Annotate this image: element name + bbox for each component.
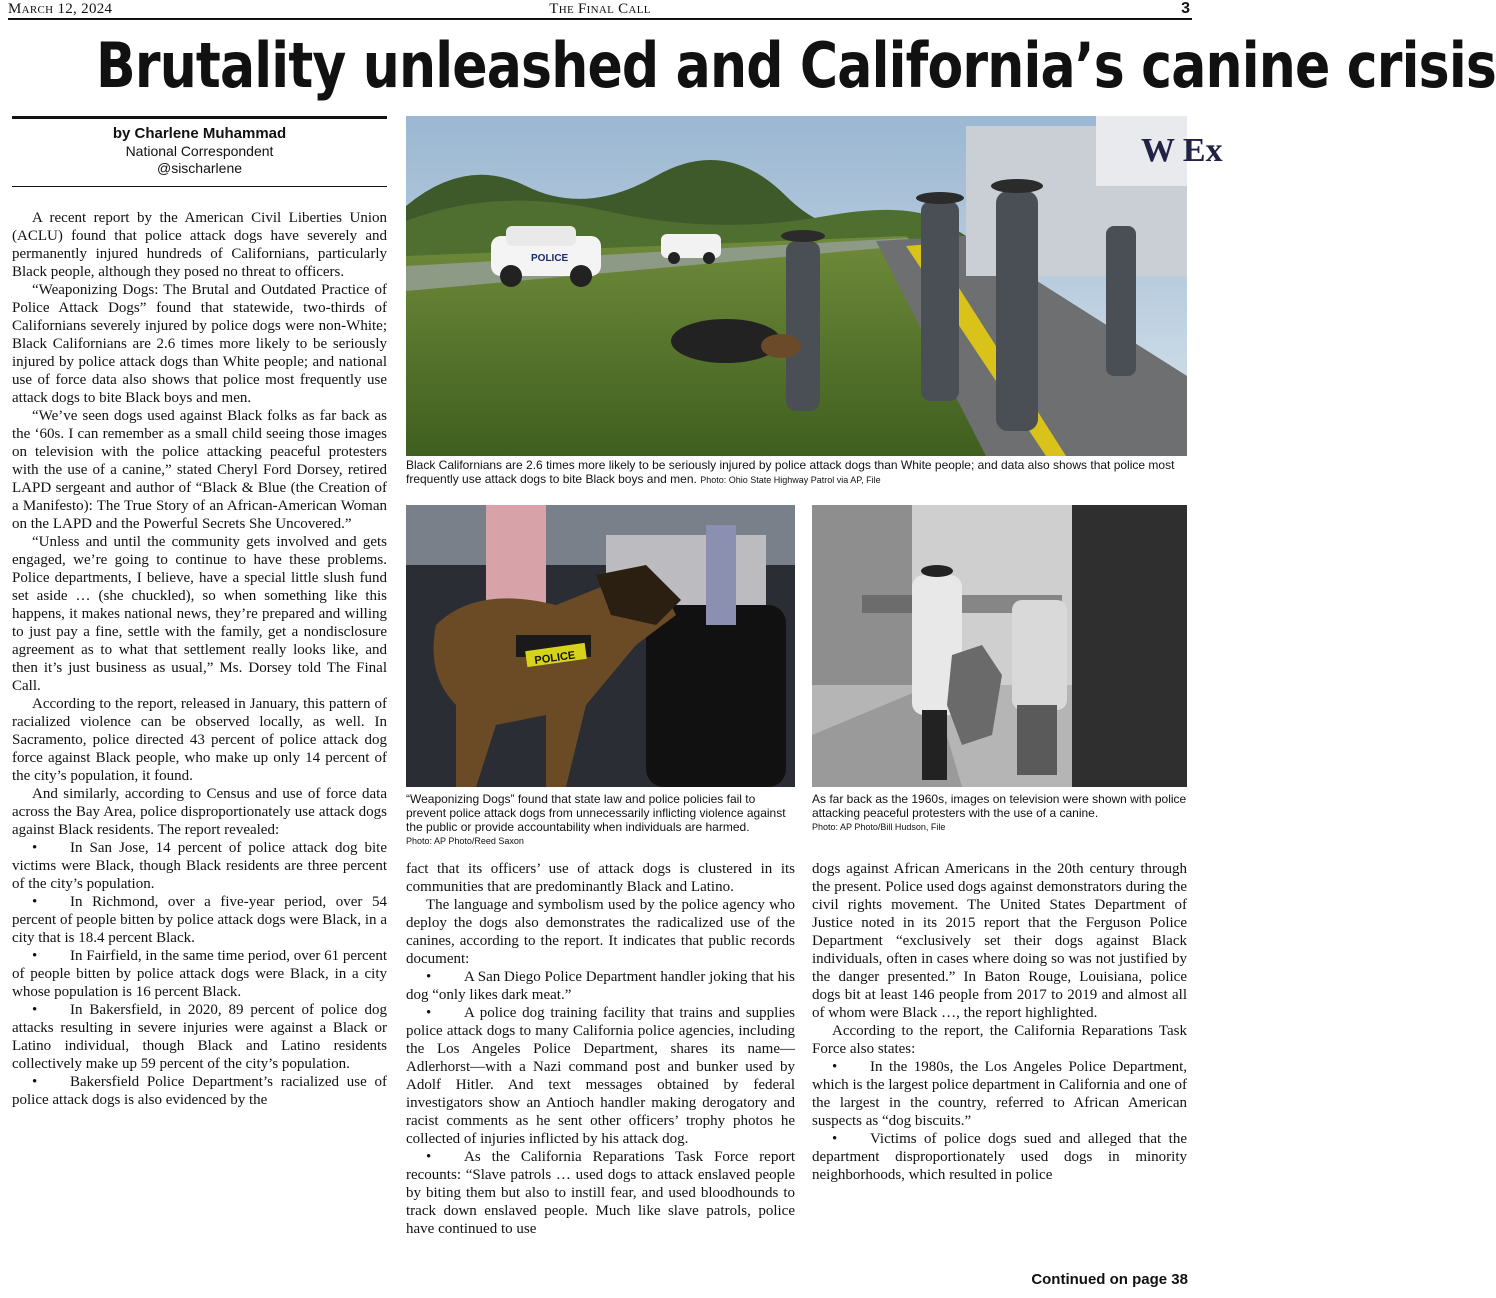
bullet-symbol: • xyxy=(832,1059,838,1075)
byline-rule-top xyxy=(12,116,387,119)
bullet-text: In Bakersfield, in 2020, 89 percent of police dog attacks resulting in severe injuries were against a Black or Latino individual, though Black and Latino residents collectively make up 59 percent of the city’s population. xyxy=(12,1002,387,1072)
bullet-symbol: • xyxy=(32,894,38,910)
bullet-text: In Richmond, over a five-year period, over 54 percent of people bitten by police attack dogs were Black, in a city that is 18.4 percent Black. xyxy=(12,894,387,946)
bullet-text: A San Diego Police Department handler joking that his dog “only likes dark meat.” xyxy=(406,969,795,1003)
article-column-3 xyxy=(812,860,1187,1243)
bullet-item xyxy=(406,1148,795,1238)
paragraph: According to the report, released in January, this pattern of racialized violence can be observed locally, as well. In Sacramento, police directed 43 percent of police attack dog force against Black people, who make up only 14 percent of the city’s population, it found. xyxy=(12,696,387,784)
caption-text: As far back as the 1960s, images on television were shown with police attacking peaceful protesters with the use of a canine. xyxy=(812,792,1187,820)
bullet-text: Victims of police dogs sued and alleged that the department disproportionately used dogs in minority neighborhoods, which resulted in police xyxy=(812,1131,1187,1183)
author-title: National Correspondent xyxy=(125,143,274,159)
bullet-item xyxy=(12,839,387,893)
paragraph: A recent report by the American Civil Liberties Union (ACLU) found that police attack dogs have severely and permanently injured hundreds of Californians, particularly Black people, although they posed no threat to officers. xyxy=(12,210,387,280)
bullet-text: Bakersfield Police Department’s racialized use of police attack dogs is also evidenced by the xyxy=(12,1074,387,1108)
caption-left-photo xyxy=(406,792,795,848)
photo-k9-luggage xyxy=(406,505,795,787)
issue-date: March 12, 2024 xyxy=(8,1,113,17)
bullet-symbol: • xyxy=(32,1002,38,1018)
protest-1960s-image xyxy=(812,505,1187,787)
bullet-text: In Fairfield, in the same time period, over 61 percent of people bitten by police attack dogs were Black, in a city whose population is 16 percent Black. xyxy=(12,948,387,1000)
bullet-symbol: • xyxy=(32,948,38,964)
k9-luggage-image xyxy=(406,505,795,787)
bullet-symbol: • xyxy=(832,1131,838,1147)
article-column-2 xyxy=(406,860,795,1275)
photo-credit: Photo: AP Photo/Bill Hudson, File xyxy=(812,822,946,832)
header-rule xyxy=(8,18,1192,20)
truck-lettering: W Ex xyxy=(1141,132,1223,169)
caption-text: “Weaponizing Dogs” found that state law and police policies fail to prevent police attack dogs from unnecessarily inflicting violence against the public or provide accountability when individuals are harmed. xyxy=(406,792,786,834)
page-number: 3 xyxy=(1181,0,1190,17)
bullet-symbol: • xyxy=(426,1005,432,1021)
paragraph: And similarly, according to Census and use of force data across the Bay Area, police disproportionately use attack dogs against Black residents. The report revealed: xyxy=(12,786,387,838)
k9-vest-label: POLICE xyxy=(533,649,577,667)
bullet-text: As the California Reparations Task Force report recounts: “Slave patrols … used dogs to attack enslaved people by biting them but also to instill fear, and used bloodhounds to track down enslaved people. Much like slave patrols, police have continued to use xyxy=(406,1149,795,1237)
photo-highway-arrest xyxy=(406,116,1223,456)
bullet-item xyxy=(406,1004,795,1148)
bullet-item xyxy=(12,1073,387,1109)
photo-1960s-protest xyxy=(812,505,1187,787)
byline xyxy=(12,124,387,177)
headline: Brutality unleashed and California’s canine crisis xyxy=(96,29,1496,102)
photo-credit: Photo: AP Photo/Reed Saxon xyxy=(406,836,524,846)
police-car-label: POLICE xyxy=(531,253,569,264)
paragraph: “We’ve seen dogs used against Black folks as far back as the ‘60s. I can remember as a small child seeing those images on television with the police attacking peaceful protesters with the use of a canine,” stated Cheryl Ford Dorsey, retired LAPD sergeant and author of “Black & Blue (the Creation of a Manifesto): The True Story of an African-American Woman on the LAPD and the Powerful Secrets She Uncovered.” xyxy=(12,408,387,532)
bullet-symbol: • xyxy=(426,969,432,985)
bullet-item xyxy=(12,947,387,1001)
bullet-item xyxy=(812,1058,1187,1130)
newspaper-name: The Final Call xyxy=(549,1,651,17)
page-header xyxy=(0,0,1200,18)
bullet-item xyxy=(812,1130,1187,1184)
bullet-symbol: • xyxy=(426,1149,432,1165)
bullet-item xyxy=(12,1001,387,1073)
article-column-1 xyxy=(12,209,387,1277)
caption-text: Black Californians are 2.6 times more likely to be seriously injured by police attack dogs than White people; and data also shows that police most frequently use attack dogs to bite Black boys and men. xyxy=(406,458,1175,486)
photo-credit: Photo: Ohio State Highway Patrol via AP, File xyxy=(700,475,881,485)
highway-scene-image xyxy=(406,116,1223,456)
caption-right-photo xyxy=(812,792,1187,834)
bullet-text: In San Jose, 14 percent of police attack dog bite victims were Black, though Black residents are three percent of the city’s population. xyxy=(12,840,387,892)
bullet-item xyxy=(406,968,795,1004)
bullet-symbol: • xyxy=(32,1074,38,1090)
byline-rule-bottom xyxy=(12,186,387,187)
caption-top-photo xyxy=(406,458,1187,487)
paragraph: fact that its officers’ use of attack dogs is clustered in its communities that are predominantly Black and Latino. xyxy=(406,861,795,895)
bullet-text: In the 1980s, the Los Angeles Police Department, which is the largest police department in California and one of the largest in the country, referred to African American suspects as “dog biscuits.” xyxy=(812,1059,1187,1129)
paragraph: dogs against African Americans in the 20th century through the present. Police used dogs against demonstrators during the civil rights movement. The United States Department of Justice noted in its 2015 report that the Ferguson Police Department “exclusively set their dogs against Black individuals, often in cases where doing so was not justified by the danger presented.” In Baton Rouge, Louisiana, police dogs bit at least 146 people from 2017 to 2019 and almost all of whom were Black …, the report highlighted. xyxy=(812,861,1187,1021)
bullet-item xyxy=(12,893,387,947)
paragraph: “Weaponizing Dogs: The Brutal and Outdated Practice of Police Attack Dogs” found that statewide, two-thirds of Californians severely injured by police dogs were non-White; Black Californians are 2.6 times more likely to be seriously injured by police attack dogs than White people; and national use of force data also shows that police most frequently use attack dogs to bite Black boys and men. xyxy=(12,282,387,406)
author-handle: @sischarlene xyxy=(156,160,243,176)
paragraph: The language and symbolism used by the police agency who deploy the dogs also demonstrates the radicalized use of the canines, according to the report. It indicates that public records document: xyxy=(406,897,795,967)
paragraph: According to the report, the California Reparations Task Force also states: xyxy=(812,1023,1187,1057)
paragraph: “Unless and until the community gets involved and gets engaged, we’re going to continue to have these problems. Police departments, I believe, have a special little slush fund set aside … (she chuckled), so when something like this happens, it makes national news, they’re prepared and willing to just pay a fine, settle with the family, get a nondisclosure agreement as to what that settlement really looks like, and then it’s just business as usual,” Ms. Dorsey told The Final Call. xyxy=(12,534,387,694)
bullet-symbol: • xyxy=(32,840,38,856)
bullet-text: A police dog training facility that trains and supplies police attack dogs to many California police agencies, including the Los Angeles Police Department, shares its name—Adlerhorst—with a Nazi command post and bunker used by Adolf Hitler. And text messages obtained by federal investigators show an Antioch handler making derogatory and racist comments as he sent other officers’ trophy photos he collected of injuries inflicted by his attack dog. xyxy=(406,1005,795,1147)
continued-on-page: Continued on page 38 xyxy=(1031,1271,1188,1288)
author-name: by Charlene Muhammad xyxy=(112,125,287,142)
